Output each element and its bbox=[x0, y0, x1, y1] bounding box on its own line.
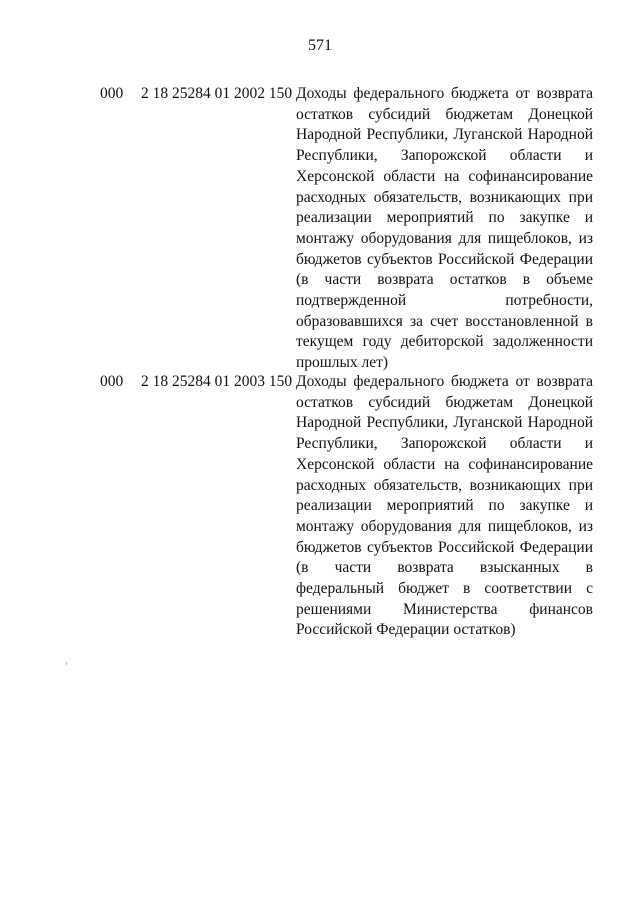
scan-speck bbox=[66, 662, 67, 665]
page-number: 571 bbox=[308, 37, 332, 54]
entry-description: Доходы федерального бюджета от возврата остатков субсидий бюджетам Донецкой Народной Республики, Луганской Народной Республики, Запорожской области и Херсонской области на софинансирование расходных обязательств, возникающих при реализации мероприятий по закупке и монтажу оборудования для пищеблоков, из бюджетов субъектов Российской Федерации (в части возврата остатков в объеме подтвержденной потребности, образовавшихся за счет восстановленной в текущем году дебиторской задолженности прошлых лет) bbox=[296, 85, 593, 372]
administrator-code: 000 bbox=[100, 85, 124, 102]
entry-description: Доходы федерального бюджета от возврата остатков субсидий бюджетам Донецкой Народной Республики, Луганской Народной Республики, Запорожской области и Херсонской области на софинансирование расходных обязательств, возникающих при реализации мероприятий по закупке и монтажу оборудования для пищеблоков, из бюджетов субъектов Российской Федерации (в части возврата взысканных в федеральный бюджет в соответствии с решениями Министерства финансов Российской Федерации остатков) bbox=[296, 373, 593, 639]
administrator-code: 000 bbox=[100, 373, 124, 390]
classification-code: 2 18 25284 01 2003 150 bbox=[141, 373, 293, 390]
classification-code: 2 18 25284 01 2002 150 bbox=[141, 85, 293, 102]
